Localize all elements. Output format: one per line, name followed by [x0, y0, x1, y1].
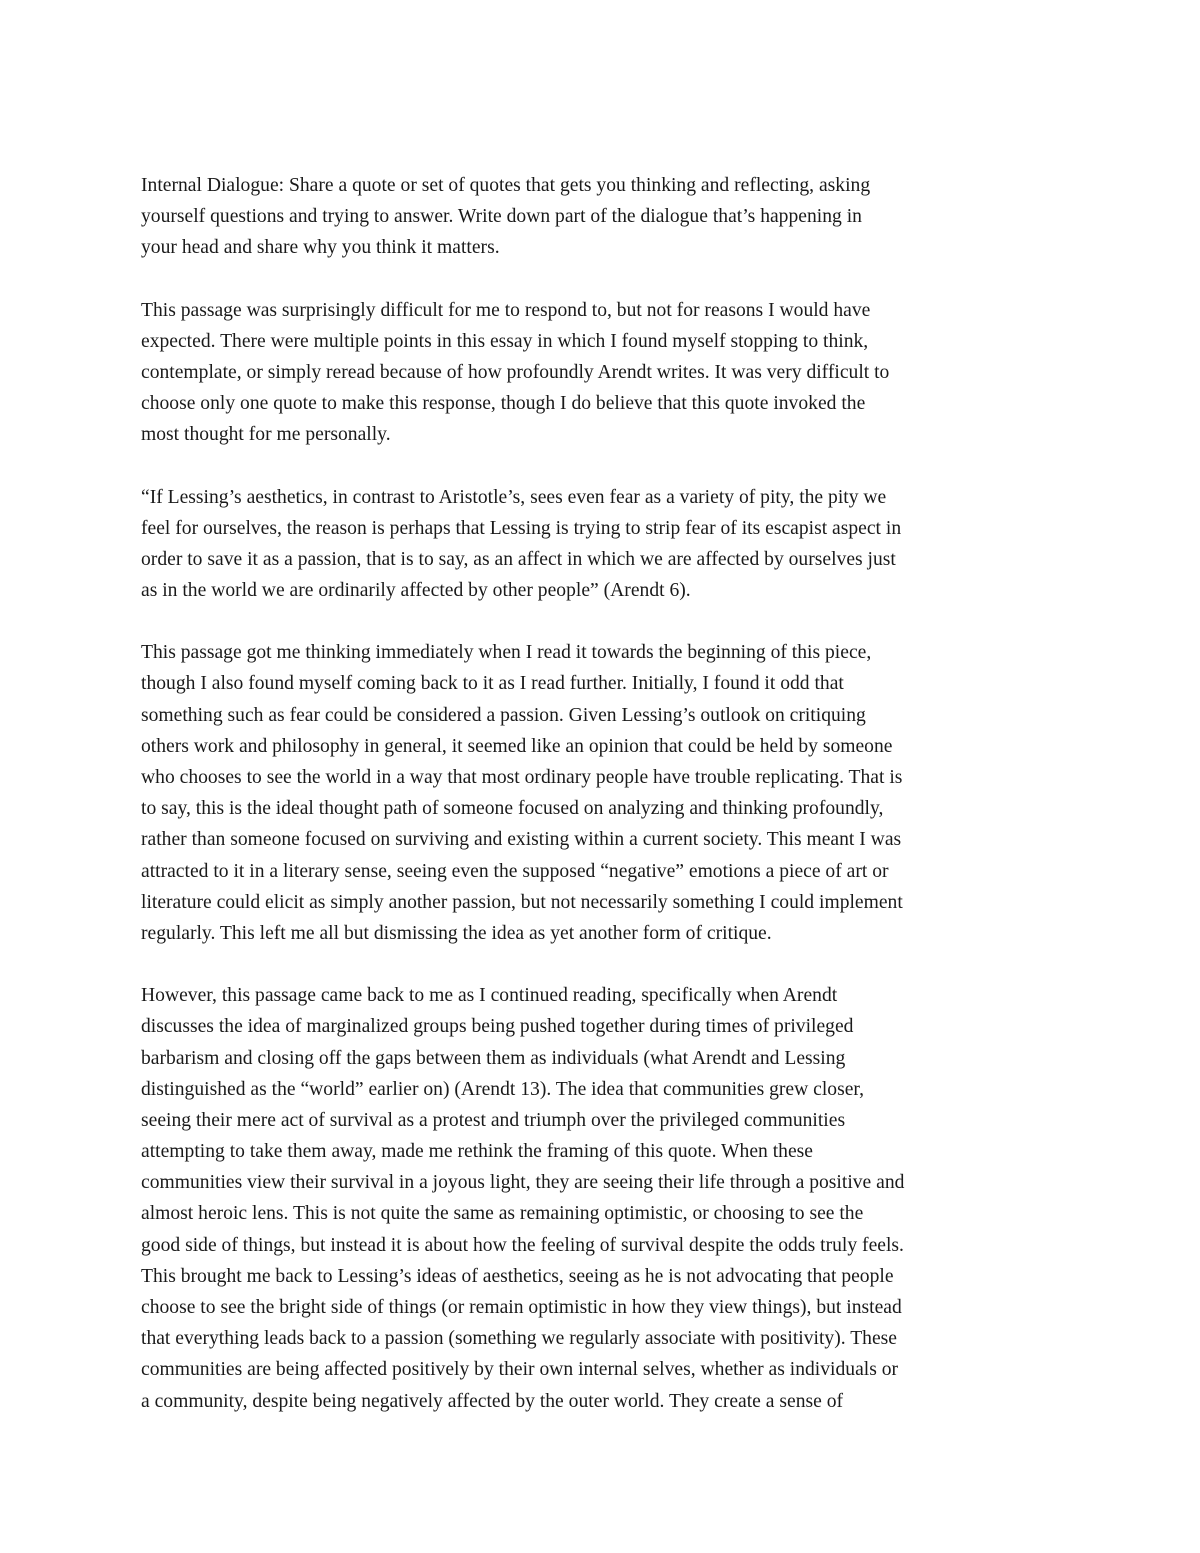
text-line: Internal Dialogue: Share a quote or set of quotes that gets you thinking and reflecting, asking	[141, 175, 871, 196]
text-line: This passage was surprisingly difficult for me to respond to, but not for reasons I would have	[141, 299, 871, 321]
paragraph-prompt	[141, 170, 1066, 264]
paragraph-reflection	[141, 637, 1066, 949]
text-line: regularly. This left me all but dismissing the idea as yet another form of critique.	[141, 922, 772, 944]
text-line: barbarism and closing off the gaps between them as individuals (what Arendt and Lessing	[141, 1047, 846, 1069]
text-line: yourself questions and trying to answer. Write down part of the dialogue that’s happening in	[141, 206, 862, 228]
text-line: This passage got me thinking immediately when I read it towards the beginning of this piece,	[141, 642, 872, 664]
document-body	[141, 170, 1066, 1448]
text-line: rather than someone focused on surviving and existing within a current society. This meant I was	[141, 829, 902, 851]
text-line: feel for ourselves, the reason is perhaps that Lessing is trying to strip fear of its escapist aspect in	[141, 517, 902, 539]
text-line: others work and philosophy in general, it seemed like an opinion that could be held by someone	[141, 735, 893, 757]
text-line: discusses the idea of marginalized groups being pushed together during times of privileged	[141, 1016, 854, 1038]
text-line: almost heroic lens. This is not quite the same as remaining optimistic, or choosing to see the	[141, 1203, 864, 1225]
text-line: choose to see the bright side of things (or remain optimistic in how they view things), but instead	[141, 1297, 902, 1318]
text-line: a community, despite being negatively affected by the outer world. They create a sense of	[141, 1390, 844, 1412]
text-line: contemplate, or simply reread because of how profoundly Arendt writes. It was very difficult to	[141, 361, 890, 383]
text-line: “If Lessing’s aesthetics, in contrast to Aristotle’s, sees even fear as a variety of pity, the pity we	[141, 486, 887, 508]
text-line: who chooses to see the world in a way that most ordinary people have trouble replicating. That is	[141, 767, 903, 788]
text-line: your head and share why you think it matters.	[141, 237, 500, 259]
text-line: seeing their mere act of survival as a protest and triumph over the privileged communities	[141, 1109, 846, 1131]
text-line: This brought me back to Lessing’s ideas of aesthetics, seeing as he is not advocating that people	[141, 1265, 894, 1287]
text-line: However, this passage came back to me as I continued reading, specifically when Arendt	[141, 985, 838, 1007]
text-line: though I also found myself coming back to it as I read further. Initially, I found it odd that	[141, 673, 844, 695]
paragraph-continuation	[141, 980, 1066, 1417]
text-line: most thought for me personally.	[141, 424, 391, 446]
text-line: distinguished as the “world” earlier on) (Arendt 13). The idea that communities grew closer,	[141, 1078, 865, 1100]
text-line: that everything leads back to a passion (something we regularly associate with positivity). These	[141, 1328, 897, 1350]
text-line: choose only one quote to make this response, though I do believe that this quote invoked the	[141, 393, 866, 415]
text-line: communities are being affected positively by their own internal selves, whether as individuals or	[141, 1359, 899, 1381]
text-line: as in the world we are ordinarily affected by other people” (Arendt 6).	[141, 580, 691, 602]
text-line: communities view their survival in a joyous light, they are seeing their life through a positive and	[141, 1172, 905, 1194]
text-line: to say, this is the ideal thought path of someone focused on analyzing and thinking profoundly,	[141, 798, 884, 820]
text-line: literature could elicit as simply another passion, but not necessarily something I could implement	[141, 891, 903, 913]
text-line: attempting to take them away, made me rethink the framing of this quote. When these	[141, 1141, 813, 1163]
text-line: expected. There were multiple points in this essay in which I found myself stopping to think,	[141, 330, 869, 352]
text-line: something such as fear could be considered a passion. Given Lessing’s outlook on critiquing	[141, 704, 866, 726]
paragraph-quote	[141, 482, 1066, 607]
paragraph-intro	[141, 295, 1066, 451]
text-line: attracted to it in a literary sense, seeing even the supposed “negative” emotions a piece of art or	[141, 860, 889, 882]
text-line: good side of things, but instead it is about how the feeling of survival despite the odds truly feels.	[141, 1234, 904, 1256]
text-line: order to save it as a passion, that is to say, as an affect in which we are affected by ourselves just	[141, 548, 896, 570]
